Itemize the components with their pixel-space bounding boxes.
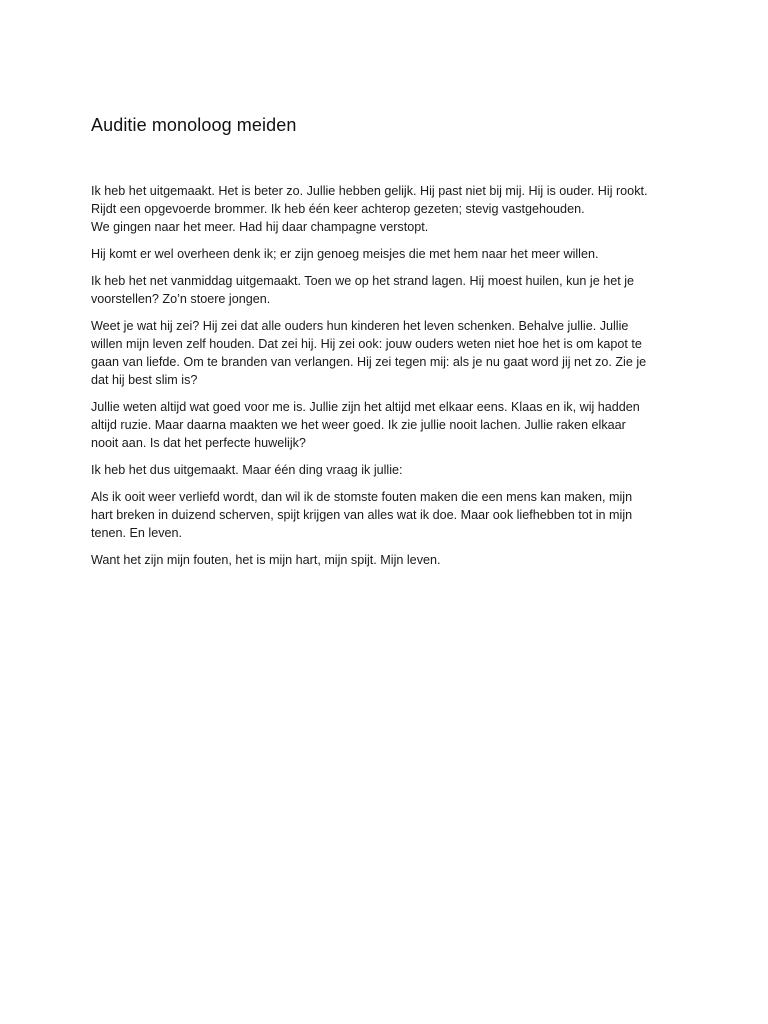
paragraph-line: altijd ruzie. Maar daarna maakten we het weer goed. Ik zie jullie nooit lachen. Jullie raken elkaar: [91, 418, 626, 432]
paragraph-line: gaan van liefde. Om te branden van verlangen. Hij zei tegen mij: als je nu gaat word jij net zo. Zie je: [91, 355, 647, 369]
paragraph-line: Als ik ooit weer verliefd wordt, dan wil ik de stomste fouten maken die een mens kan maken, mijn: [91, 490, 633, 504]
document-body: [91, 115, 681, 578]
paragraph: [91, 488, 681, 542]
paragraph-line: nooit aan. Is dat het perfecte huwelijk?: [91, 436, 306, 450]
paragraph: [91, 461, 681, 479]
paragraph-line: dat hij best slim is?: [91, 373, 198, 387]
document-title: Auditie monoloog meiden: [91, 115, 297, 135]
paragraph-line: Jullie weten altijd wat goed voor me is. Jullie zijn het altijd met elkaar eens. Klaas en ik, wij hadden: [91, 400, 640, 414]
paragraph: [91, 182, 681, 236]
paragraph-line: Ik heb het net vanmiddag uitgemaakt. Toen we op het strand lagen. Hij moest huilen, kun je het je: [91, 274, 635, 288]
paragraph-line: We gingen naar het meer. Had hij daar champagne verstopt.: [91, 220, 429, 234]
paragraph-line: Hij komt er wel overheen denk ik; er zijn genoeg meisjes die met hem naar het meer willen.: [91, 247, 599, 261]
paragraph-line: Rijdt een opgevoerde brommer. Ik heb één keer achterop gezeten; stevig vastgehouden.: [91, 202, 585, 216]
paragraph-line: voorstellen? Zo’n stoere jongen.: [91, 292, 271, 306]
paragraph: [91, 551, 681, 569]
paragraph: [91, 398, 681, 452]
paragraph-line: Ik heb het uitgemaakt. Het is beter zo. Jullie hebben gelijk. Hij past niet bij mij. Hij is ouder. Hij rookt.: [91, 184, 648, 198]
paragraph-line: tenen. En leven.: [91, 526, 183, 540]
paragraph: [91, 245, 681, 263]
paragraph-line: Want het zijn mijn fouten, het is mijn hart, mijn spijt. Mijn leven.: [91, 553, 441, 567]
paragraph: [91, 272, 681, 308]
paragraph-line: Ik heb het dus uitgemaakt. Maar één ding vraag ik jullie:: [91, 463, 403, 477]
paragraph-line: hart breken in duizend scherven, spijt krijgen van alles wat ik doe. Maar ook liefhebben tot in mijn: [91, 508, 633, 522]
paragraph-line: Weet je wat hij zei? Hij zei dat alle ouders hun kinderen het leven schenken. Behalve jullie. Jullie: [91, 319, 629, 333]
paragraph: [91, 317, 681, 389]
paragraph-line: willen mijn leven zelf houden. Dat zei hij. Hij zei ook: jouw ouders weten niet hoe het is om kapot te: [91, 337, 642, 351]
